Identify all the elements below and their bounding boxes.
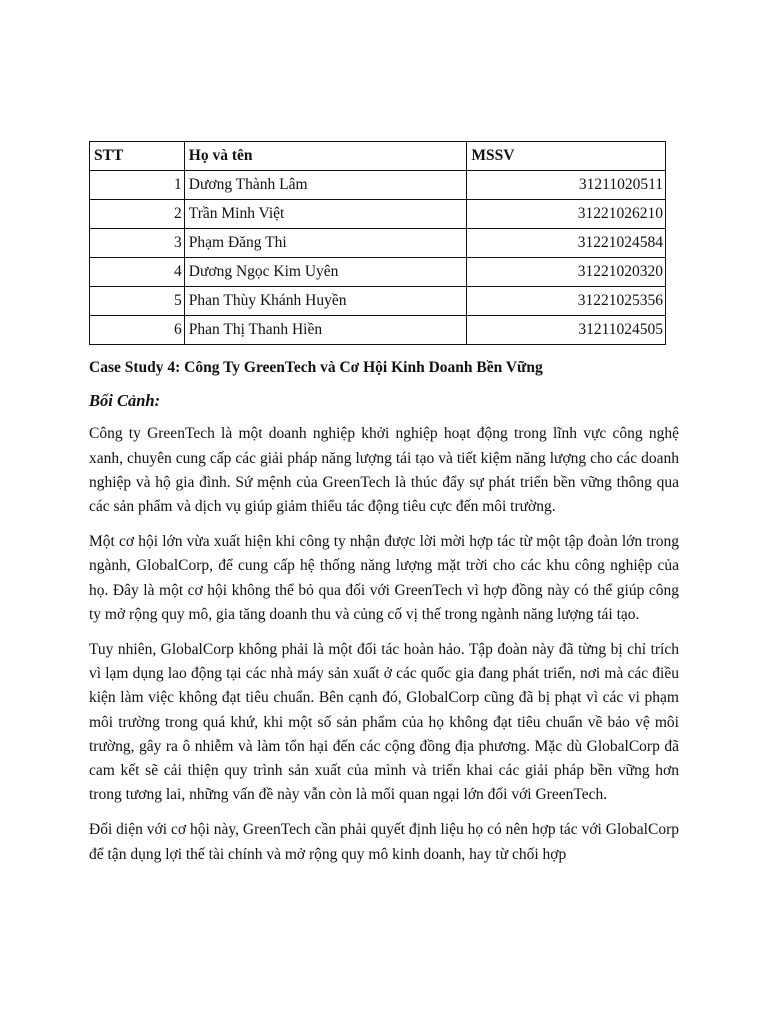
paragraph: Một cơ hội lớn vừa xuất hiện khi công ty nhận được lời mời hợp tác từ một tập đoàn lớn trong ngành, GlobalCorp, để cung cấp hệ thống năng lượng mặt trời cho các khu công nghiệp của họ. Đây là một cơ hội không thể bỏ qua đối với GreenTech vì hợp đồng này có thể giúp công ty mở rộng quy mô, gia tăng doanh thu và củng cố vị thế trong ngành năng lượng tái tạo.: [89, 533, 679, 623]
cell-stt: 3: [90, 229, 185, 258]
members-table: [89, 141, 666, 345]
cell-mssv: 31221025356: [467, 287, 666, 316]
cell-name: Trần Minh Việt: [184, 200, 467, 229]
paragraph: Công ty GreenTech là một doanh nghiệp khởi nghiệp hoạt động trong lĩnh vực công nghệ xanh, chuyên cung cấp các giải pháp năng lượng tái tạo và tiết kiệm năng lượng cho các doanh nghiệp và hộ gia đình. Sứ mệnh của GreenTech là thúc đẩy sự phát triển bền vững thông qua các sản phẩm và dịch vụ giúp giảm thiểu tác động tiêu cực đến môi trường.: [89, 425, 679, 516]
cell-mssv: 31221024584: [467, 229, 666, 258]
cell-name: Phạm Đăng Thi: [184, 229, 467, 258]
section-heading: Bối Cảnh:: [89, 391, 161, 411]
table-row: [90, 258, 666, 287]
table-row: [90, 316, 666, 345]
table-row: [90, 229, 666, 258]
table-row: [90, 287, 666, 316]
header-mssv: MSSV: [467, 142, 666, 171]
cell-mssv: 31221020320: [467, 258, 666, 287]
table-row: [90, 200, 666, 229]
cell-name: Phan Thị Thanh Hiền: [184, 316, 467, 345]
cell-stt: 6: [90, 316, 185, 345]
cell-name: Dương Thành Lâm: [184, 171, 467, 200]
case-study-title: Case Study 4: Công Ty GreenTech và Cơ Hội Kinh Doanh Bền Vững: [89, 359, 543, 376]
cell-mssv: 31211020511: [467, 171, 666, 200]
cell-stt: 2: [90, 200, 185, 229]
cell-stt: 1: [90, 171, 185, 200]
cell-stt: 4: [90, 258, 185, 287]
case-study-content: [89, 356, 679, 878]
header-stt: STT: [90, 142, 185, 171]
table-row: [90, 171, 666, 200]
table-header-row: [90, 142, 666, 171]
cell-name: Dương Ngọc Kim Uyên: [184, 258, 467, 287]
cell-stt: 5: [90, 287, 185, 316]
header-name: Họ và tên: [184, 142, 467, 171]
cell-name: Phan Thùy Khánh Huyền: [184, 287, 467, 316]
cell-mssv: 31221026210: [467, 200, 666, 229]
cell-mssv: 31211024505: [467, 316, 666, 345]
paragraph: Tuy nhiên, GlobalCorp không phải là một đối tác hoàn hảo. Tập đoàn này đã từng bị chỉ trích vì lạm dụng lao động tại các nhà máy sản xuất ở các quốc gia đang phát triển, nơi mà các điều kiện làm việc không đạt tiêu chuẩn. Bên cạnh đó, GlobalCorp cũng đã bị phạt vì các vi phạm môi trường trong quá khứ, khi một số sản phẩm của họ không đạt tiêu chuẩn về bảo vệ môi trường, gây ra ô nhiễm và làm tổn hại đến các cộng đồng địa phương. Mặc dù GlobalCorp đã cam kết sẽ cải thiện quy trình sản xuất của mình và triển khai các giải pháp bền vững hơn trong tương lai, những vấn đề này vẫn còn là mối quan ngại lớn đối với GreenTech.: [89, 641, 679, 804]
paragraph: Đối diện với cơ hội này, GreenTech cần phải quyết định liệu họ có nên hợp tác với GlobalCorp để tận dụng lợi thế tài chính và mở rộng quy mô kinh doanh, hay từ chối hợp: [89, 821, 679, 863]
